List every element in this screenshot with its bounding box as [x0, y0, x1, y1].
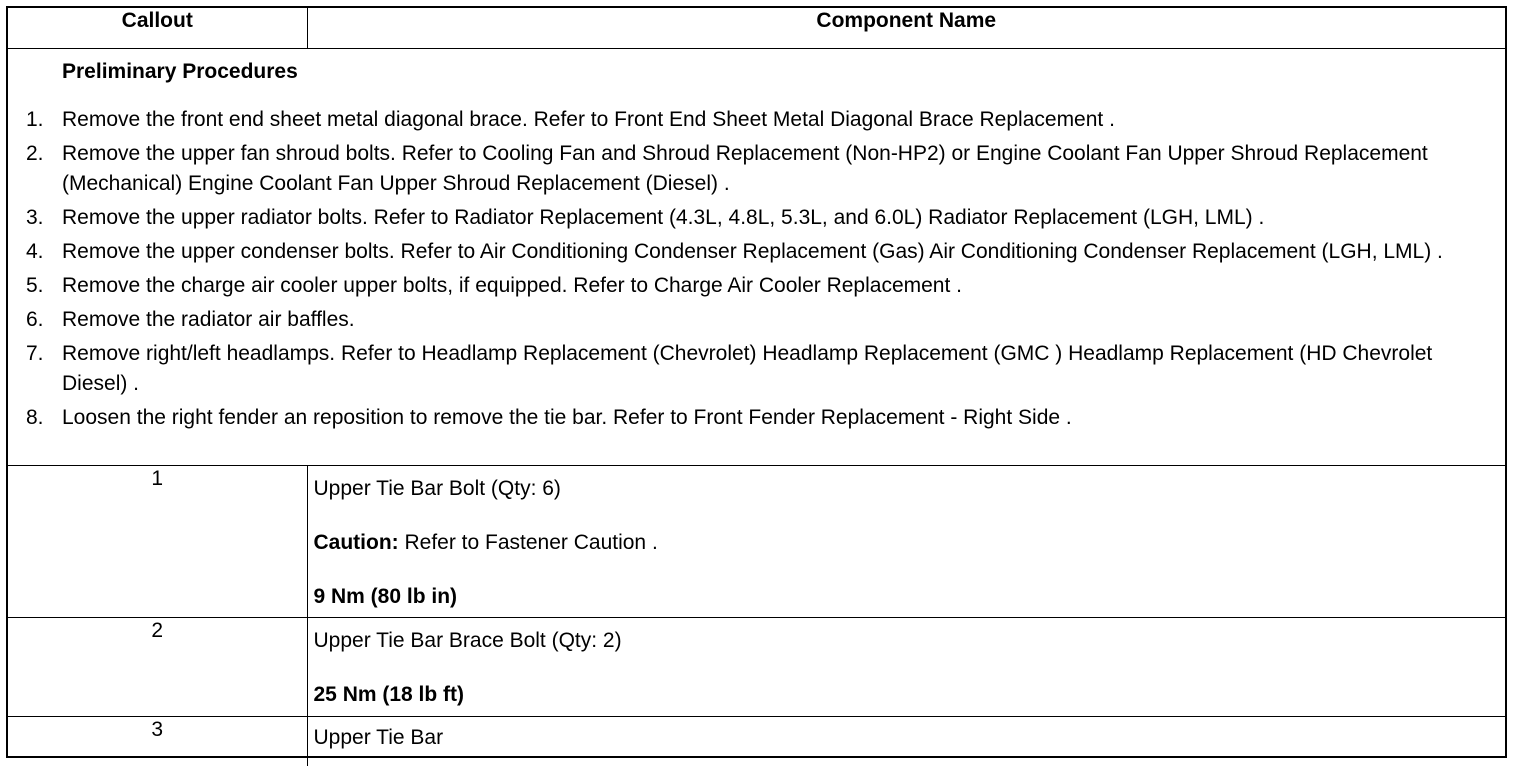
preliminary-procedures-row: [8, 49, 1505, 466]
table-row: [8, 717, 1505, 766]
step-number: 2.: [26, 139, 44, 169]
caution-note: [314, 530, 1506, 556]
torque-spec: 25 Nm (18 lb ft): [314, 682, 1506, 708]
torque-spec: 9 Nm (80 lb in): [314, 584, 1506, 610]
step-text: Remove right/left headlamps. Refer to Headlamp Replacement (Chevrolet) Headlamp Replacement (GMC ) Headlamp Replacement (HD Chevrolet Diesel) .: [62, 342, 1432, 395]
preliminary-procedures-cell: [8, 49, 1505, 466]
procedure-table: [8, 8, 1505, 766]
table-row: [8, 618, 1505, 717]
callout-number: 3: [8, 717, 307, 766]
callout-number: 2: [8, 618, 307, 717]
step-number: 5.: [26, 271, 44, 301]
step-number: 7.: [26, 339, 44, 369]
procedure-table-frame: [6, 6, 1507, 758]
component-cell: [307, 618, 1505, 717]
step-item: [8, 339, 1505, 399]
preliminary-procedures-title: Preliminary Procedures: [62, 59, 1505, 85]
component-name: Upper Tie Bar: [314, 725, 1506, 751]
callout-column-header: Callout: [8, 8, 307, 49]
step-text: Remove the upper radiator bolts. Refer to Radiator Replacement (4.3L, 4.8L, 5.3L, and 6.0L) Radiator Replacement (LGH, LML) .: [62, 206, 1264, 229]
table-header-row: [8, 8, 1505, 49]
component-name: Upper Tie Bar Bolt (Qty: 6): [314, 476, 1506, 502]
step-item: [8, 139, 1505, 199]
caution-text: Refer to Fastener Caution .: [399, 531, 658, 554]
step-number: 1.: [26, 105, 44, 135]
step-item: [8, 203, 1505, 233]
component-name-column-header: Component Name: [307, 8, 1505, 49]
step-text: Remove the upper condenser bolts. Refer to Air Conditioning Condenser Replacement (Gas) Air Conditioning Condenser Replacement (LGH, LML) .: [62, 240, 1443, 263]
caution-label: Caution:: [314, 531, 399, 554]
step-item: [8, 305, 1505, 335]
step-text: Loosen the right fender an reposition to remove the tie bar. Refer to Front Fender Replacement - Right Side .: [62, 406, 1072, 429]
callout-number: 1: [8, 466, 307, 618]
step-item: [8, 403, 1505, 433]
step-text: Remove the radiator air baffles.: [62, 308, 355, 331]
step-item: [8, 105, 1505, 135]
step-text: Remove the front end sheet metal diagonal brace. Refer to Front End Sheet Metal Diagonal Brace Replacement .: [62, 108, 1115, 131]
step-number: 8.: [26, 403, 44, 433]
table-row: [8, 466, 1505, 618]
component-cell: [307, 717, 1505, 766]
step-item: [8, 237, 1505, 267]
step-item: [8, 271, 1505, 301]
step-text: Remove the charge air cooler upper bolts, if equipped. Refer to Charge Air Cooler Replacement .: [62, 274, 962, 297]
step-text: Remove the upper fan shroud bolts. Refer to Cooling Fan and Shroud Replacement (Non-HP2) or Engine Coolant Fan Upper Shroud Replacement (Mechanical) Engine Coolant Fan Upper Shroud Replacement (Diesel) .: [62, 142, 1428, 195]
component-cell: [307, 466, 1505, 618]
step-number: 6.: [26, 305, 44, 335]
step-number: 4.: [26, 237, 44, 267]
preliminary-steps-list: [8, 105, 1505, 433]
component-name: Upper Tie Bar Brace Bolt (Qty: 2): [314, 628, 1506, 654]
step-number: 3.: [26, 203, 44, 233]
